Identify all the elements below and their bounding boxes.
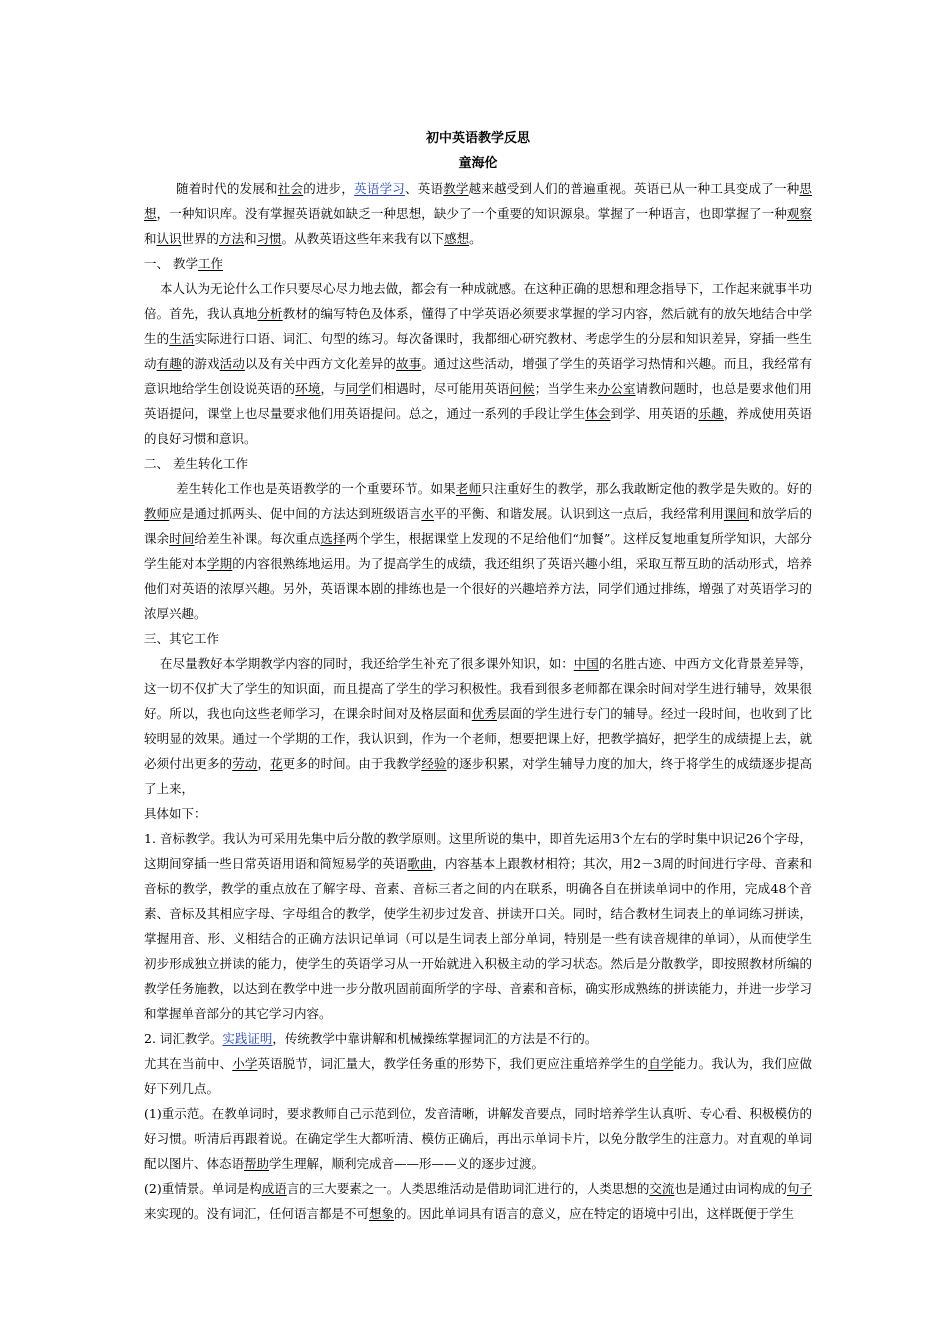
hyperlink[interactable]: 实践证明	[222, 1031, 273, 1046]
document-author: 童海伦	[458, 156, 498, 171]
underlined-term: 体会	[585, 406, 611, 421]
underlined-term: 乐趣	[698, 406, 724, 421]
section-heading-1	[144, 251, 812, 276]
underlined-term: 想象	[369, 1206, 395, 1221]
text-run: 1. 音标教学。我认为可采用先集中后分散的教学原则。这里所说的集中，即首先运用3个左右的学时集中识记26个字母，这期间穿插一些日常英语用语和简短易学的英语	[144, 831, 812, 871]
text-run: 和	[244, 231, 257, 246]
text-run: ，一种知识库。没有掌握英语就如缺乏一种思想，缺少了一个重要的知识源泉。掌握了一种语言，也即掌握了一种	[156, 206, 787, 221]
text-run: (1)重示范。在教单词时，要求教师自己示范到位，发音清晰，讲解发音要点，同时培养学生认真听、专心看、积极模仿的好习惯。听清后再跟着说。在确定学生大都听清、模仿正确后，再出示单词卡片，以免分散学生的注意力。对直观的单词配以图片、体态语	[144, 1106, 812, 1171]
underlined-term: 句子	[786, 1181, 812, 1196]
underlined-term: 优秀	[471, 706, 497, 721]
vocabulary-continuation	[144, 1051, 812, 1101]
text-run: ，养成使用英语的良好习惯和意识。	[144, 406, 812, 446]
document-page	[144, 126, 812, 1226]
underlined-term: 劳动	[232, 756, 258, 771]
text-run: 2. 词汇教学。	[144, 1031, 223, 1046]
underlined-term: 认识	[156, 231, 182, 246]
text-run: 和放学后的课余	[144, 506, 812, 546]
underlined-term: 分析	[257, 306, 283, 321]
text-run: 能力。我认为，我们应做好下列几点。	[144, 1056, 812, 1096]
text-run: 。	[469, 231, 482, 246]
text-run: (2)重情景。单词是构	[144, 1181, 262, 1196]
text-run: 以及有关中西方文化差异的	[244, 356, 397, 371]
underlined-term: 方法	[219, 231, 245, 246]
text-run: 也是通过由词构成的	[674, 1181, 787, 1196]
text-run: 给差生补课。每次重点	[194, 531, 321, 546]
underlined-term: 社会	[277, 181, 304, 196]
text-run: 更多的时间。由于我教学	[282, 756, 422, 771]
underlined-term: 故事	[396, 356, 422, 371]
underlined-term: 问候	[509, 381, 535, 396]
text-run: 教材的编写特色及体系，懂得了中学英语必须要求掌握的学习内容，然后就有的放矢地结合中学生的	[144, 306, 812, 346]
underlined-term: 自学	[648, 1056, 674, 1071]
underlined-term: 教师	[144, 506, 170, 521]
text-run: 来实现的。没有词汇，任何语言都是不可	[144, 1206, 370, 1221]
text-run: 学生理解，顺利完成音——形——义的逐步过渡。	[269, 1156, 545, 1171]
intro-paragraph	[144, 176, 812, 251]
text-run: ，与	[320, 381, 346, 396]
underlined-term: 交流	[649, 1181, 675, 1196]
text-run: 应是通过抓两头、促中间的方法达到班级语言	[169, 506, 422, 521]
underlined-term: 花	[270, 756, 283, 771]
underlined-term: 同学	[345, 381, 371, 396]
text-run: 、英语	[405, 181, 444, 196]
text-run: 本人认为无论什么工作只要尽心尽力地去做，都会有一种成就感。在这种正确的思想和理念指导下，工作起来就事半功倍。首先，我认真地	[144, 281, 812, 321]
underlined-term: 中国	[573, 656, 599, 671]
underlined-term: 习惯	[256, 231, 282, 246]
text-run: 的逐步积累，对学生辅导力度的加大，终于将学生的成绩逐步提高了上来，	[144, 756, 812, 796]
list-item-vocabulary	[144, 1026, 812, 1051]
text-run: 到学、用英语的	[610, 406, 699, 421]
underlined-term: 小学	[232, 1056, 258, 1071]
underlined-term: 老师	[455, 481, 482, 496]
text-run: 一、 教学	[144, 256, 198, 271]
text-run: 的进步，	[303, 181, 355, 196]
text-run: 的游戏	[181, 356, 220, 371]
underlined-term: 教学	[443, 181, 469, 196]
text-run: 差生转化工作也是英语教学的一个重要环节。如果	[176, 481, 456, 496]
underlined-term: 环境	[295, 381, 321, 396]
section-body-3	[144, 651, 812, 801]
underlined-term: 帮助	[244, 1156, 270, 1171]
text-run: 们相遇时，尽可能用英语	[370, 381, 510, 396]
text-run: 言的三大要素之一。人类思维活动是借助词汇进行的，人类思想的	[286, 1181, 650, 1196]
underlined-term: 活动	[219, 356, 245, 371]
text-run: 实际进行口语、词汇、句型的练习。每次备课时，我都细心研究教材、考虑学生的分层和知识差异，穿插一些生动	[144, 331, 812, 371]
text-run: 请教问题时，也总是要求他们用英语提问，课堂上也尽量要求他们用英语提问。总之，通过一系列的手段让学生	[144, 381, 812, 421]
text-run: ，	[257, 756, 271, 771]
underlined-term: 课间	[723, 506, 750, 521]
section-body-2	[144, 476, 812, 626]
underlined-term: 感想	[444, 231, 470, 246]
underlined-term: 学期	[207, 556, 233, 571]
text-run: ；当学生来	[534, 381, 598, 396]
underlined-term: 成语	[261, 1181, 287, 1196]
underlined-term: 选择	[320, 531, 346, 546]
text-run: 的。因此单词具有语言的意义，应在特定的语境中引出，这样既便于学生	[394, 1206, 795, 1221]
text-run: 三、其它工作	[144, 631, 220, 646]
text-run: 。从教英语这些年来我有以下	[281, 231, 445, 246]
text-run: 尤其在当前中、	[144, 1056, 233, 1071]
text-run: 的内容很熟练地运用。为了提高学生的成绩，我还组织了英语兴趣小组，采取互帮互助的活动形式，培养他们对英语的浓厚兴趣。另外，英语课本剧的排练也是一个很好的兴趣培养方法，同学们通过排练，增强了对英语学习的浓厚兴趣。	[144, 556, 812, 621]
text-run: ，传统教学中靠讲解和机械操练掌握词汇的方法是不行的。	[272, 1031, 598, 1046]
document-title: 初中英语教学反思	[425, 131, 530, 146]
sub-item-demonstration	[144, 1101, 812, 1176]
underlined-term: 观察	[786, 206, 812, 221]
underlined-term: 水	[421, 506, 434, 521]
underlined-term: 有趣	[156, 356, 182, 371]
text-run: 在尽量教好本学期教学内容的同时，我还给学生补充了很多课外知识，如：	[160, 656, 574, 671]
text-run: 世界的	[181, 231, 220, 246]
text-run: 平的平衡、和谐发展。认识到这一点后，我经常利用	[433, 506, 724, 521]
text-run: 越来越受到人们的普遍重视。英语已从一种工具变成了一种	[468, 181, 800, 196]
text-run: 的名胜古迹、中西方文化背景差异等，这一切不仅扩大了学生的知识面，而且提高了学生的学习积极性。我看到很多老师都在课余时间对学生进行辅导，效果很好。所以，我也向这些老师学习，在课余时间对及格层面和	[144, 656, 812, 721]
text-run: 层面的学生进行专门的辅导。经过一段时间，也收到了比较明显的效果。通过一个学期的工作，我认识到，作为一个老师，想要把课上好，把教学搞好，把学生的成绩提上去，就必须付出更多的	[144, 706, 812, 771]
text-run: ，内容基本上跟教材相符；其次，用2－3周的时间进行字母、音素和音标的教学，教学的重点放在了解字母、音素、音标三者之间的内在联系，明确各自在拼读单词中的作用，完成48个音素、音标及其相应字母、字母组合的教学，使学生初步过发音、拼读开口关。同时，结合教材生词表上的单词练习拼读，掌握用音、形、义相结合的正确方法识记单词（可以是生词表上部分单词，特别是一些有读音规律的单词），从而使学生初步形成独立拼读的能力，使学生的英语学习从一开始就进入积极主动的学习状态。然后是分散教学，即按照教材所编的教学任务施教，以达到在教学中进一步分散巩固前面所学的字母、音素和音标，确实形成熟练的拼读能力，并进一步学习和掌握单音部分的其它学习内容。	[144, 856, 812, 1021]
underlined-term: 歌曲	[407, 856, 433, 871]
hyperlink[interactable]: 英语学习	[354, 181, 406, 196]
underlined-term: 思想	[144, 181, 812, 221]
underlined-term: 生活	[169, 331, 195, 346]
section-body-1	[144, 276, 812, 451]
underlined-term: 办公室	[597, 381, 636, 396]
detail-intro: 具体如下：	[144, 806, 207, 821]
text-run: 和	[144, 231, 157, 246]
underlined-term: 工作	[197, 256, 223, 271]
text-run: 两个学生，根据课堂上发现的不足给他们“加餐”。这样反复地重复所学知识，大部分学生能对本	[144, 531, 812, 571]
list-item-phonetics	[144, 826, 812, 1026]
text-run: 二、 差生转化工作	[144, 456, 248, 471]
text-run: 只注重好生的教学，那么我敢断定他的教学是失败的。好的	[481, 481, 812, 496]
sub-item-context	[144, 1176, 812, 1226]
underlined-term: 时间	[169, 531, 195, 546]
section-heading-3	[144, 626, 812, 651]
section-heading-2	[144, 451, 812, 476]
text-run: 英语脱节，词汇量大，教学任务重的形势下，我们更应注重培养学生的	[257, 1056, 649, 1071]
text-run: 随着时代的发展和	[176, 181, 278, 196]
underlined-term: 经验	[421, 756, 447, 771]
text-run: 。通过这些活动，增强了学生的英语学习热情和兴趣。而且，我经常有意识地给学生创设说英语的	[144, 356, 812, 396]
